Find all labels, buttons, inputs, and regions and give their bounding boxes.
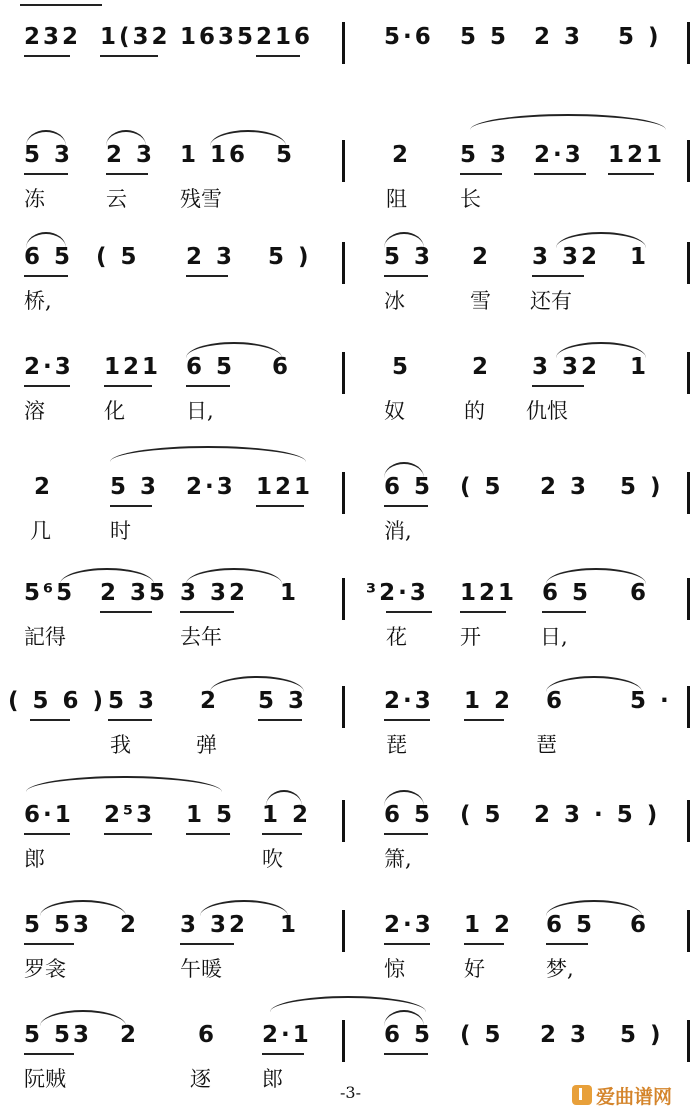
note-group: 6 (546, 688, 566, 714)
note-group: 1 2 (464, 912, 514, 938)
note-group: 121 (256, 474, 314, 500)
notes-line (0, 1020, 700, 1060)
notes-line (0, 800, 700, 840)
underline (24, 275, 68, 277)
note-group: 5 3 (384, 244, 434, 270)
note-group: 2 (472, 354, 492, 380)
underline (262, 833, 302, 835)
barline (342, 22, 345, 64)
lyric: 惊 (384, 957, 405, 981)
note-group: 5 3 (110, 474, 160, 500)
note-group: 2·3 (384, 912, 434, 938)
lyrics-line (0, 184, 700, 216)
note-group: 2 3 (540, 474, 590, 500)
note-group: 5 3 (24, 142, 74, 168)
note-group: 232 (24, 24, 82, 50)
score-line (0, 910, 700, 1010)
barline (687, 22, 690, 64)
lyric: 几 (30, 519, 51, 543)
underline (464, 719, 504, 721)
music-note-icon (572, 1085, 592, 1105)
note-group: ³2·3 (366, 580, 429, 606)
note-group: 121 (460, 580, 518, 606)
notes-line (0, 22, 700, 62)
underline (186, 833, 230, 835)
note-group: 1 5 (186, 802, 236, 828)
brand-name: 爱曲谱网 (596, 1085, 673, 1108)
note-group: 2·1 (262, 1022, 312, 1048)
note-group: ( 5 (460, 474, 504, 500)
barline (687, 352, 690, 394)
lyric: 去年 (180, 625, 222, 649)
note-group: 2 (34, 474, 54, 500)
barline (687, 686, 690, 728)
note-group: 2·3 (384, 688, 434, 714)
lyric: 我 (110, 733, 131, 757)
notes-line (0, 910, 700, 950)
barline (342, 352, 345, 394)
note-group: 2 3 (534, 24, 584, 50)
lyric: 日, (186, 399, 214, 423)
score-line (0, 22, 700, 122)
underline (384, 275, 428, 277)
lyric: 奴 (384, 399, 405, 423)
score-line (0, 140, 700, 240)
score-line (0, 800, 700, 900)
lyric: 长 (460, 187, 481, 211)
underline (256, 55, 300, 57)
lyric: 吹 (262, 847, 283, 871)
note-group: 2 35 (100, 580, 169, 606)
underline (460, 173, 502, 175)
underline (532, 275, 584, 277)
underline (24, 833, 70, 835)
notes-line (0, 686, 700, 726)
underline (24, 1053, 74, 1055)
underline (100, 55, 158, 57)
lyrics-line (0, 844, 700, 876)
note-group: 5 · (630, 688, 672, 714)
score-line (0, 352, 700, 452)
underline (24, 943, 74, 945)
barline (342, 686, 345, 728)
note-group: 6 5 (24, 244, 74, 270)
underline (24, 173, 68, 175)
lyric: 还有 (530, 289, 572, 313)
lyric: 琶 (536, 733, 557, 757)
barline (687, 910, 690, 952)
lyrics-line (0, 516, 700, 548)
underline (24, 385, 70, 387)
note-group: 6 5 (384, 474, 434, 500)
note-group: 1 (630, 244, 650, 270)
note-group: 216 (256, 24, 314, 50)
lyric: 罗衾 (24, 957, 66, 981)
note-group: 3 32 (180, 580, 249, 606)
note-group: 1 2 (262, 802, 312, 828)
score-line (0, 472, 700, 572)
notes-line (0, 578, 700, 618)
lyric: 溶 (24, 399, 45, 423)
note-group: 2 (120, 912, 140, 938)
lyrics-line (0, 622, 700, 654)
lyrics-line (0, 730, 700, 762)
barline (687, 800, 690, 842)
note-group: 6 (630, 912, 650, 938)
note-group: 1 (280, 580, 300, 606)
note-group: 3 32 (180, 912, 249, 938)
lyric: 阮贼 (24, 1067, 66, 1091)
notes-line (0, 242, 700, 282)
lyric: 云 (106, 187, 127, 211)
barline (342, 472, 345, 514)
score-line (0, 686, 700, 786)
underline (24, 55, 70, 57)
barline (687, 140, 690, 182)
lyric: 郎 (262, 1067, 283, 1091)
underline (534, 173, 586, 175)
brand-watermark (572, 1082, 696, 1108)
underline (384, 505, 428, 507)
note-group: 5 ) (618, 24, 662, 50)
underline (542, 611, 586, 613)
note-group: 1635 (180, 24, 257, 50)
underline (262, 1053, 304, 1055)
note-group: ( 5 (460, 802, 504, 828)
score-line (0, 578, 700, 678)
underline (100, 611, 152, 613)
lyric: 琵 (386, 733, 407, 757)
lyric: 桥, (24, 289, 52, 313)
lyrics-line (0, 954, 700, 986)
barline (342, 1020, 345, 1062)
underline (104, 833, 152, 835)
lyric: 梦, (546, 957, 574, 981)
ending-line (20, 4, 102, 6)
note-group: 2·3 (186, 474, 236, 500)
note-group: 2 3 (106, 142, 156, 168)
underline (258, 719, 302, 721)
underline (464, 943, 504, 945)
note-group: 6·1 (24, 802, 74, 828)
barline (342, 800, 345, 842)
note-group: 6 5 (546, 912, 596, 938)
lyric: 好 (464, 957, 485, 981)
note-group: 5 ) (620, 474, 664, 500)
note-group: 5 53 (24, 912, 93, 938)
lyric: 冰 (384, 289, 405, 313)
note-group: 2 3 (186, 244, 236, 270)
lyric: 的 (464, 399, 485, 423)
underline (180, 943, 234, 945)
underline (104, 385, 152, 387)
lyric: 箫, (384, 847, 412, 871)
underline (110, 505, 152, 507)
lyric: 午暖 (180, 957, 222, 981)
underline (384, 719, 430, 721)
barline (342, 910, 345, 952)
underline (546, 943, 588, 945)
note-group: 5·6 (384, 24, 434, 50)
lyric: 阻 (386, 187, 407, 211)
lyric: 日, (540, 625, 568, 649)
note-group: 121 (608, 142, 666, 168)
note-group: 5⁶5 (24, 580, 76, 606)
lyric: 花 (386, 625, 407, 649)
underline (106, 173, 148, 175)
barline (342, 242, 345, 284)
note-group: 2 3 (540, 1022, 590, 1048)
lyric: 郎 (24, 847, 45, 871)
lyric: 弹 (196, 733, 217, 757)
note-group: 6 5 (384, 1022, 434, 1048)
note-group: 1(32 (100, 24, 171, 50)
note-group: 1 (630, 354, 650, 380)
underline (384, 943, 430, 945)
note-group: 5 3 (108, 688, 158, 714)
notes-line (0, 472, 700, 512)
barline (687, 472, 690, 514)
lyric: 化 (104, 399, 125, 423)
underline (460, 611, 506, 613)
note-group: 5 3 (460, 142, 510, 168)
note-group: 2 3 · 5 ) (534, 802, 661, 828)
lyrics-line (0, 396, 700, 428)
note-group: 1 (280, 912, 300, 938)
barline (342, 140, 345, 182)
note-group: 6 (198, 1022, 218, 1048)
lyric: 残雪 (180, 187, 222, 211)
note-group: 6 5 (186, 354, 236, 380)
note-group: 2⁵3 (104, 802, 156, 828)
lyric: 雪 (470, 289, 491, 313)
page-number: -3- (340, 1083, 361, 1102)
score-line (0, 242, 700, 342)
barline (687, 242, 690, 284)
note-group: 6 5 (384, 802, 434, 828)
note-group: 2 (120, 1022, 140, 1048)
notes-line (0, 140, 700, 180)
barline (687, 578, 690, 620)
note-group: 5 (276, 142, 296, 168)
note-group: 6 (630, 580, 650, 606)
note-group: 2·3 (534, 142, 584, 168)
underline (186, 385, 230, 387)
note-group: 3 32 (532, 244, 601, 270)
lyric: 开 (460, 625, 481, 649)
note-group: 2·3 (24, 354, 74, 380)
note-group: 2 (472, 244, 492, 270)
lyric: 冻 (24, 187, 45, 211)
note-group: 1 16 (180, 142, 249, 168)
lyric: 消, (384, 519, 412, 543)
notes-line (0, 352, 700, 392)
underline (186, 275, 228, 277)
underline (384, 1053, 428, 1055)
note-group: ( 5 (96, 244, 140, 270)
lyric: 記得 (24, 625, 66, 649)
note-group: 2 (392, 142, 412, 168)
lyric: 仇恨 (526, 399, 568, 423)
note-group: 6 (272, 354, 292, 380)
note-group: 121 (104, 354, 162, 380)
underline (108, 719, 152, 721)
lyric: 时 (110, 519, 131, 543)
note-group: 5 5 (460, 24, 510, 50)
underline (532, 385, 584, 387)
note-group: ( 5 (460, 1022, 504, 1048)
underline (30, 719, 70, 721)
note-group: 5 3 (258, 688, 308, 714)
note-group: 6 5 (542, 580, 592, 606)
underline (256, 505, 304, 507)
note-group: ( 5 6 ) (8, 688, 107, 714)
underline (608, 173, 654, 175)
note-group: 1 2 (464, 688, 514, 714)
underline (386, 611, 432, 613)
underline (180, 611, 234, 613)
note-group: 5 ) (268, 244, 312, 270)
note-group: 5 (392, 354, 412, 380)
note-group: 2 (200, 688, 220, 714)
barline (687, 1020, 690, 1062)
note-group: 5 ) (620, 1022, 664, 1048)
note-group: 3 32 (532, 354, 601, 380)
underline (384, 833, 428, 835)
lyric: 逐 (190, 1067, 211, 1091)
lyrics-line (0, 286, 700, 318)
barline (342, 578, 345, 620)
note-group: 5 53 (24, 1022, 93, 1048)
